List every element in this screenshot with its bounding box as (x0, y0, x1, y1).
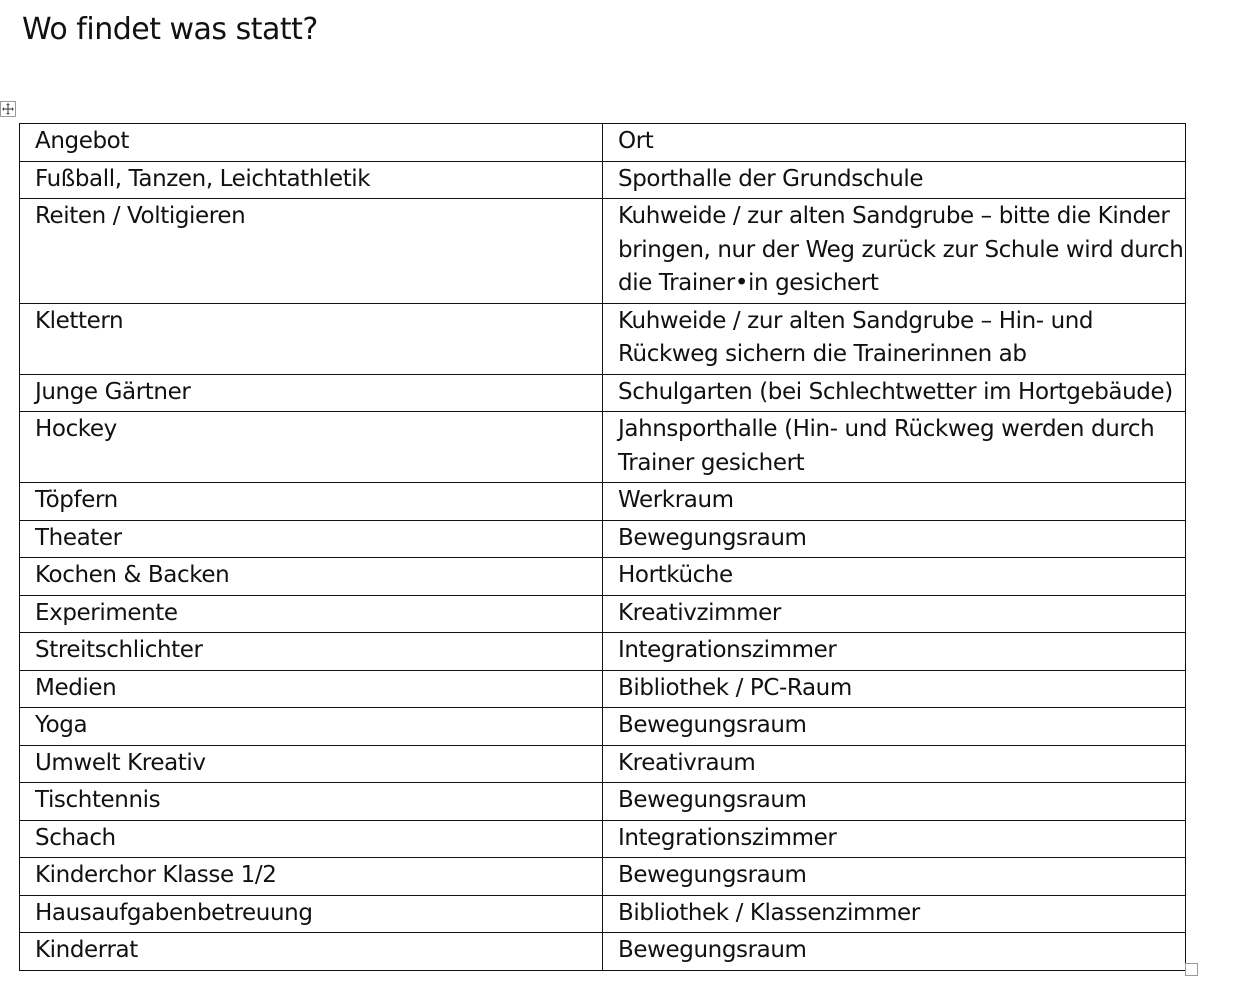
place-cell[interactable]: Hortküche (603, 558, 1186, 596)
offer-cell[interactable]: Kochen & Backen (20, 558, 603, 596)
place-cell[interactable]: Kuhweide / zur alten Sandgrube – Hin- und Rückweg sichern die Trainerinnen ab (603, 303, 1186, 374)
table-row[interactable] (20, 745, 1186, 783)
offer-cell[interactable]: Yoga (20, 708, 603, 746)
header-cell-place[interactable]: Ort (603, 124, 1186, 162)
place-cell[interactable]: Integrationszimmer (603, 633, 1186, 671)
offer-cell[interactable]: Klettern (20, 303, 603, 374)
table-row[interactable] (20, 895, 1186, 933)
table-header-row[interactable] (20, 124, 1186, 162)
place-cell[interactable]: Bewegungsraum (603, 708, 1186, 746)
offer-cell[interactable]: Theater (20, 520, 603, 558)
offer-cell[interactable]: Hausaufgabenbetreuung (20, 895, 603, 933)
table-row[interactable] (20, 558, 1186, 596)
place-cell[interactable]: Integrationszimmer (603, 820, 1186, 858)
place-cell[interactable]: Kreativzimmer (603, 595, 1186, 633)
table-row[interactable] (20, 670, 1186, 708)
place-cell[interactable]: Bibliothek / PC-Raum (603, 670, 1186, 708)
offer-cell[interactable]: Umwelt Kreativ (20, 745, 603, 783)
offer-cell[interactable]: Fußball, Tanzen, Leichtathletik (20, 161, 603, 199)
table-row[interactable] (20, 820, 1186, 858)
offer-cell[interactable]: Töpfern (20, 483, 603, 521)
offer-cell[interactable]: Kinderchor Klasse 1/2 (20, 858, 603, 896)
place-cell[interactable]: Sporthalle der Grundschule (603, 161, 1186, 199)
place-cell[interactable]: Jahnsporthalle (Hin- und Rückweg werden durch Trainer gesichert (603, 412, 1186, 483)
table-row[interactable] (20, 412, 1186, 483)
table-row[interactable] (20, 633, 1186, 671)
table-row[interactable] (20, 199, 1186, 304)
page-title: Wo findet was statt? (22, 12, 318, 47)
place-cell[interactable]: Kuhweide / zur alten Sandgrube – bitte die Kinder bringen, nur der Weg zurück zur Schule wird durch die Trainer•in gesichert (603, 199, 1186, 304)
table-row[interactable] (20, 933, 1186, 971)
table-move-handle-icon[interactable] (0, 101, 16, 117)
offer-cell[interactable]: Experimente (20, 595, 603, 633)
offer-cell[interactable]: Hockey (20, 412, 603, 483)
table-row[interactable] (20, 303, 1186, 374)
table-row[interactable] (20, 161, 1186, 199)
header-cell-offer[interactable]: Angebot (20, 124, 603, 162)
place-cell[interactable]: Bewegungsraum (603, 520, 1186, 558)
move-cross-icon (2, 103, 14, 115)
offer-cell[interactable]: Kinderrat (20, 933, 603, 971)
offers-table[interactable] (19, 123, 1186, 971)
table-resize-handle-icon[interactable] (1185, 963, 1198, 976)
offer-cell[interactable]: Medien (20, 670, 603, 708)
table-row[interactable] (20, 708, 1186, 746)
place-cell[interactable]: Schulgarten (bei Schlechtwetter im Hortgebäude) (603, 374, 1186, 412)
offer-cell[interactable]: Schach (20, 820, 603, 858)
place-cell[interactable]: Bewegungsraum (603, 858, 1186, 896)
place-cell[interactable]: Bewegungsraum (603, 933, 1186, 971)
offer-cell[interactable]: Reiten / Voltigieren (20, 199, 603, 304)
place-cell[interactable]: Bewegungsraum (603, 783, 1186, 821)
place-cell[interactable]: Werkraum (603, 483, 1186, 521)
table-row[interactable] (20, 858, 1186, 896)
table-row[interactable] (20, 520, 1186, 558)
place-cell[interactable]: Bibliothek / Klassenzimmer (603, 895, 1186, 933)
offer-cell[interactable]: Streitschlichter (20, 633, 603, 671)
table-row[interactable] (20, 783, 1186, 821)
table-row[interactable] (20, 483, 1186, 521)
offer-cell[interactable]: Junge Gärtner (20, 374, 603, 412)
table-row[interactable] (20, 374, 1186, 412)
offer-cell[interactable]: Tischtennis (20, 783, 603, 821)
place-cell[interactable]: Kreativraum (603, 745, 1186, 783)
table-row[interactable] (20, 595, 1186, 633)
